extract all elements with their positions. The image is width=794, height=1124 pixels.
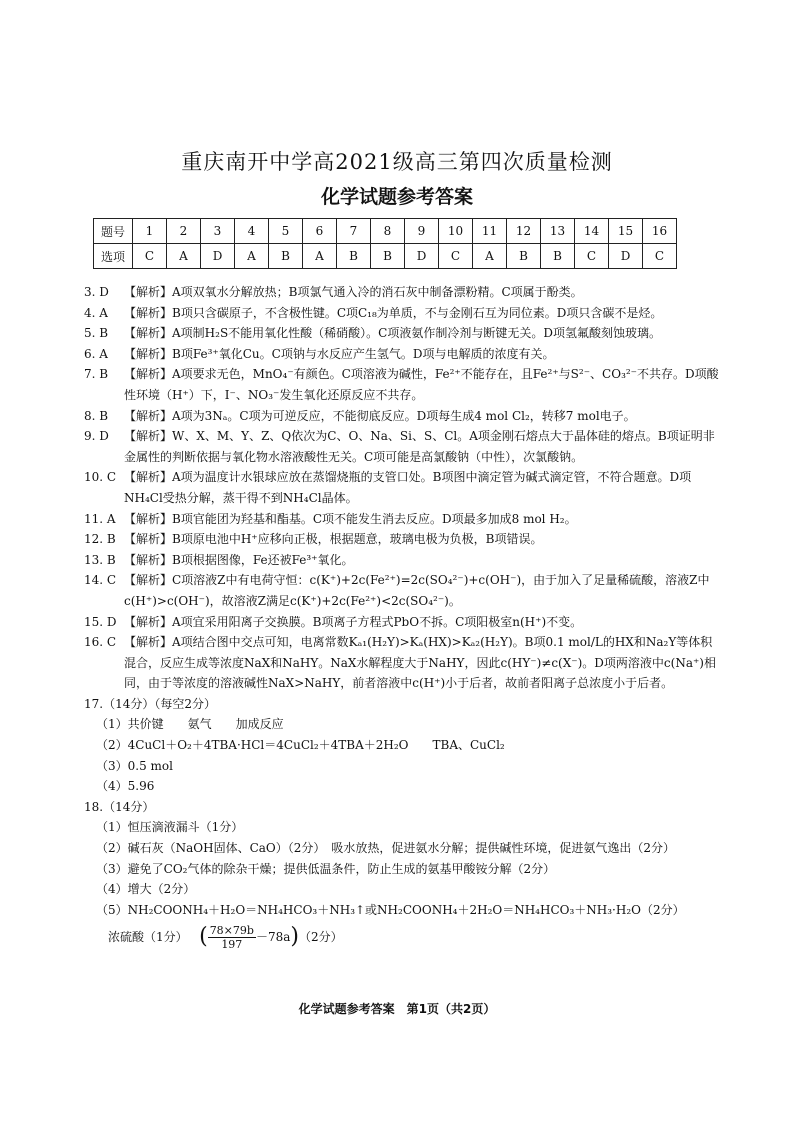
- answer-cell: B: [269, 244, 303, 269]
- answer-cell: B: [507, 244, 541, 269]
- answer-cell: C: [643, 244, 677, 269]
- answer-table-number-row: [94, 219, 677, 244]
- q18-line: （3）避免了CO₂气体的除杂干燥；提供低温条件，防止生成的氨基甲酸铵分解（2分）: [96, 861, 556, 876]
- q17-line: （2）4CuCl＋O₂＋4TBA·HCl＝4CuCl₂＋4TBA＋2H₂O TBA、CuCl₂: [96, 738, 505, 753]
- explanation-number: 6. A: [84, 346, 108, 361]
- explanation-number: 14. C: [84, 573, 117, 588]
- explanation-list: [84, 282, 724, 694]
- question-number-cell: 15: [609, 219, 643, 244]
- question-17: [84, 694, 724, 797]
- explanation-text: 【解析】B项只含碳原子，不含极性键。C项C₁₈为单质，不与金刚石互为同位素。D项只含碳不是烃。: [124, 305, 663, 320]
- question-number-cell: 4: [235, 219, 269, 244]
- answer-body: [84, 282, 724, 951]
- answer-table: [93, 218, 677, 269]
- row-label-answer: 选项: [94, 244, 133, 269]
- explanation-number: 13. B: [84, 552, 116, 567]
- answer-cell: A: [167, 244, 201, 269]
- page-footer: 化学试题参考答案 第1页（共2页）: [298, 1002, 496, 1016]
- answer-cell: D: [201, 244, 235, 269]
- explanation-text: 【解析】A项要求无色，MnO₄⁻有颜色。C项溶液为碱性，Fe²⁺不能存在，且Fe²⁺与S²⁻、CO₃²⁻不共存。D项酸性环境（H⁺）下，I⁻、NO₃⁻发生氧化还原反应不共存。: [124, 367, 719, 402]
- explanation-text: 【解析】A项为3Nₐ。C项为可逆反应，不能彻底反应。D项每生成4 mol Cl₂，转移7 mol电子。: [124, 408, 636, 423]
- question-number-cell: 16: [643, 219, 677, 244]
- fraction-denominator: 197: [221, 938, 243, 952]
- explanation-text: 【解析】A项双氧水分解放热；B项氯气通入冷的消石灰中制备漂粉精。C项属于酚类。: [124, 285, 583, 299]
- explanation-text: 【解析】B项官能团为羟基和酯基。C项不能发生消去反应。D项最多加成8 mol H₂。: [124, 511, 577, 526]
- question-number-cell: 1: [133, 219, 167, 244]
- explanation-text: 【解析】C项溶液Z中有电荷守恒：c(K⁺)+2c(Fe²⁺)=2c(SO₄²⁻)+c(OH⁻)，由于加入了足量稀硫酸，溶液Z中c(H⁺)>c(OH⁻)，故溶液Z满足c(K⁺)+2c(Fe²⁺)<2c(SO₄²⁻)。: [124, 573, 710, 608]
- question-number-cell: 14: [575, 219, 609, 244]
- q17-line: （3）0.5 mol: [96, 758, 173, 773]
- document-subtitle: 化学试题参考答案: [320, 186, 473, 208]
- explanation-text: 【解析】W、X、M、Y、Z、Q依次为C、O、Na、Si、S、Cl。A项金刚石熔点大于晶体硅的熔点。B项证明非金属性的判断依据与氧化物水溶液酸性无关。C项可能是高氯酸钠（中性），次氯酸钠。: [124, 429, 715, 464]
- open-paren: (: [199, 924, 208, 950]
- answer-cell: C: [575, 244, 609, 269]
- fraction: [208, 924, 256, 951]
- question-number-cell: 5: [269, 219, 303, 244]
- explanation-number: 3. D: [84, 285, 109, 299]
- q17-line: （1）共价键 氨气 加成反应: [96, 717, 284, 732]
- answer-cell: A: [473, 244, 507, 269]
- answer-cell: B: [371, 244, 405, 269]
- question-number-cell: 13: [541, 219, 575, 244]
- explanation-item: [84, 632, 724, 694]
- question-number-cell: 3: [201, 219, 235, 244]
- explanation-number: 5. B: [84, 326, 109, 341]
- question-number-cell: 6: [303, 219, 337, 244]
- explanation-text: 【解析】B项Fe³⁺氧化Cu。C项钠与水反应产生氢气。D项与电解质的浓度有关。: [124, 346, 555, 361]
- explanation-item: [84, 550, 724, 571]
- explanation-text: 【解析】B项原电池中H⁺应移向正极，根据题意，玻璃电极为负极，B项错误。: [124, 532, 543, 547]
- question-number-cell: 8: [371, 219, 405, 244]
- answer-cell: C: [133, 244, 167, 269]
- explanation-item: [84, 529, 724, 550]
- question-number-cell: 12: [507, 219, 541, 244]
- close-paren: ): [290, 924, 299, 950]
- explanation-item: [84, 323, 724, 344]
- question-number-cell: 9: [405, 219, 439, 244]
- answer-cell: B: [541, 244, 575, 269]
- explanation-item: [84, 612, 724, 633]
- explanation-item: [84, 282, 724, 303]
- explanation-item: [84, 467, 724, 508]
- q18-formula-line: [84, 924, 724, 951]
- q18-head: 18.（14分）: [84, 799, 155, 814]
- explanation-item: [84, 364, 724, 405]
- q18-line: （5）NH₂COONH₄＋H₂O＝NH₄HCO₃＋NH₃↑或NH₂COONH₄＋2H₂O＝NH₄HCO₃＋NH₃·H₂O（2分）: [96, 902, 685, 917]
- q18-reagent: 浓硫酸（1分）: [108, 930, 188, 945]
- question-number-cell: 11: [473, 219, 507, 244]
- question-number-cell: 7: [337, 219, 371, 244]
- explanation-item: [84, 406, 724, 427]
- explanation-number: 8. B: [84, 408, 109, 423]
- explanation-item: [84, 570, 724, 611]
- explanation-number: 15. D: [84, 614, 117, 629]
- q18-score: （2分）: [298, 930, 343, 945]
- explanation-number: 4. A: [84, 305, 108, 320]
- document-title: 重庆南开中学高2021级高三第四次质量检测: [181, 150, 613, 174]
- answer-table-answer-row: [94, 244, 677, 269]
- answer-cell: A: [303, 244, 337, 269]
- explanation-item: [84, 344, 724, 365]
- explanation-text: 【解析】B项根据图像，Fe还被Fe³⁺氧化。: [124, 552, 354, 567]
- q18-line: （1）恒压滴液漏斗（1分）: [96, 820, 244, 835]
- explanation-number: 12. B: [84, 532, 116, 547]
- explanation-text: 【解析】A项为温度计水银球应放在蒸馏烧瓶的支管口处。B项图中滴定管为碱式滴定管，不符合题意。D项NH₄Cl受热分解，蒸干得不到NH₄Cl晶体。: [124, 470, 692, 505]
- q18-line: （2）碱石灰（NaOH固体、CaO）（2分） 吸水放热，促进氨水分解；提供碱性环境，促进氨气逸出（2分）: [96, 841, 676, 856]
- explanation-number: 7. B: [84, 367, 109, 382]
- question-number-cell: 10: [439, 219, 473, 244]
- fraction-numerator: 78×79b: [209, 924, 254, 938]
- q17-line: （4）5.96: [96, 779, 155, 794]
- answer-cell: D: [405, 244, 439, 269]
- question-18: [84, 797, 724, 952]
- explanation-number: 16. C: [84, 635, 117, 650]
- explanation-number: 9. D: [84, 429, 109, 444]
- explanation-item: [84, 303, 724, 324]
- q17-head: 17.（14分）（每空2分）: [84, 696, 216, 711]
- answer-cell: D: [609, 244, 643, 269]
- q18-line: （4）增大（2分）: [96, 882, 196, 897]
- question-number-cell: 2: [167, 219, 201, 244]
- row-label-question: 题号: [94, 219, 133, 244]
- explanation-item: [84, 426, 724, 467]
- explanation-text: 【解析】A项宜采用阳离子交换膜。B项离子方程式PbO不拆。C项阳极室n(H⁺)不变。: [124, 614, 583, 629]
- answer-cell: C: [439, 244, 473, 269]
- explanation-item: [84, 509, 724, 530]
- answer-cell: B: [337, 244, 371, 269]
- fraction-tail: －78a: [255, 930, 291, 945]
- explanation-text: 【解析】A项结合图中交点可知，电离常数Kₐ₁(H₂Y)>Kₐ(HX)>Kₐ₂(H₂Y)。B项0.1 mol/L的HX和Na₂Y等体积混合，反应生成等浓度NaX和NaHY。NaX水解程度大于NaHY，因此c(HY⁻)≠c(X⁻)。D项两溶液中c(Na⁺)相同，由于等浓度的溶液碱性NaX>NaHY，前者溶液中c(H⁺)小于后者，故前者阳离子总浓度小于后者。: [124, 635, 716, 691]
- explanation-number: 10. C: [84, 470, 117, 485]
- answer-cell: A: [235, 244, 269, 269]
- explanation-text: 【解析】A项制H₂S不能用氧化性酸（稀硝酸）。C项液氨作制冷剂与断键无关。D项氢氟酸刻蚀玻璃。: [124, 326, 661, 341]
- explanation-number: 11. A: [84, 511, 116, 526]
